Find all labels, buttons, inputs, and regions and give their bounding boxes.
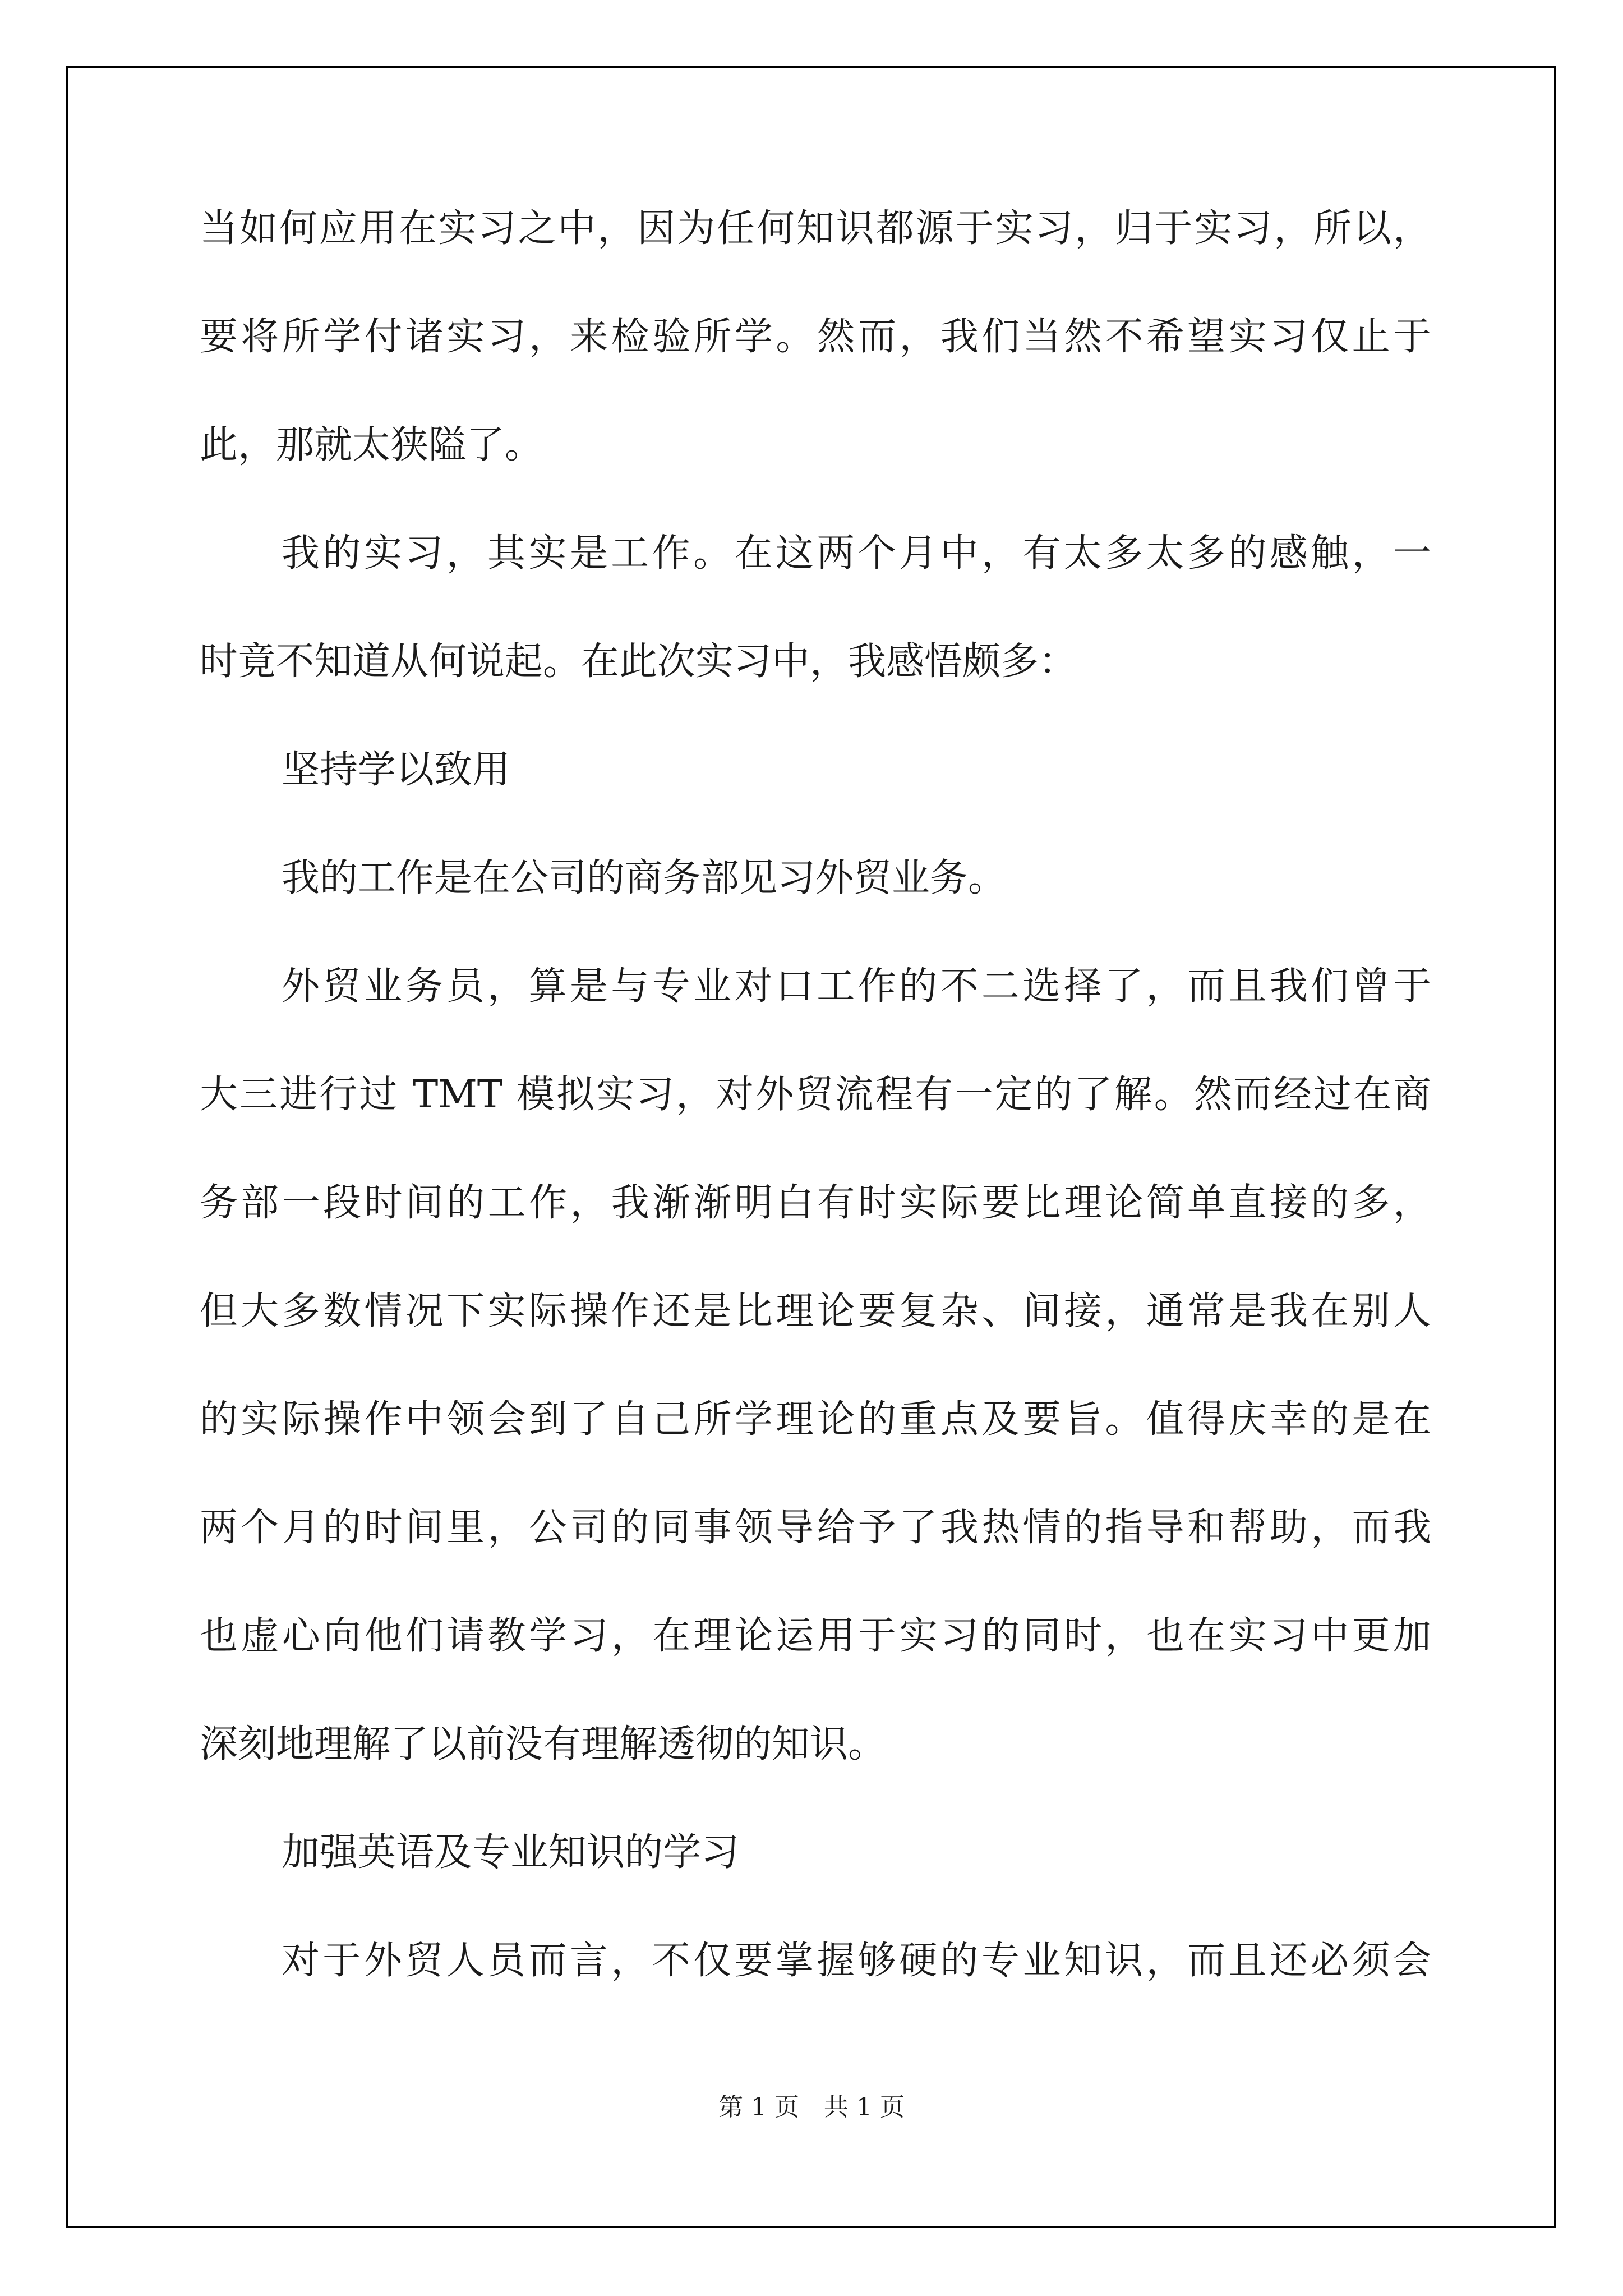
body-line-11: 但大多数情况下实际操作还是比理论要复杂、间接，通常是我在别人 bbox=[200, 1289, 1431, 1333]
section-heading-apply-learning: 坚持学以致用 bbox=[282, 748, 511, 792]
body-line-12: 的实际操作中领会到了自己所学理论的重点及要旨。值得庆幸的是在 bbox=[200, 1397, 1431, 1442]
body-line-8: 外贸业务员，算是与专业对口工作的不二选择了，而且我们曾于 bbox=[282, 964, 1431, 1009]
page-footer: 第 1 页 共 1 页 bbox=[718, 2093, 905, 2122]
body-line-4: 我的实习，其实是工作。在这两个月中，有太多太多的感触，一 bbox=[282, 531, 1431, 576]
body-line-17: 对于外贸人员而言，不仅要掌握够硬的专业知识，而且还必须会 bbox=[282, 1939, 1431, 1983]
body-line-2: 要将所学付诸实习，来检验所学。然而，我们当然不希望实习仅止于 bbox=[200, 315, 1431, 359]
body-line-14: 也虚心向他们请教学习，在理论运用于实习的同时，也在实习中更加 bbox=[200, 1614, 1431, 1658]
body-line-3: 此，那就太狭隘了。 bbox=[200, 423, 543, 467]
section-heading-english-study: 加强英语及专业知识的学习 bbox=[282, 1830, 740, 1875]
body-line-5: 时竟不知道从何说起。在此次实习中，我感悟颇多： bbox=[200, 639, 1077, 684]
body-line-1: 当如何应用在实习之中，因为任何知识都源于实习，归于实习，所以， bbox=[200, 206, 1431, 251]
body-line-9: 大三进行过 TMT 模拟实习，对外贸流程有一定的了解。然而经过在商 bbox=[200, 1073, 1431, 1117]
body-line-7: 我的工作是在公司的商务部见习外贸业务。 bbox=[282, 856, 1007, 900]
body-line-10: 务部一段时间的工作，我渐渐明白有时实际要比理论简单直接的多， bbox=[200, 1181, 1431, 1225]
body-line-15: 深刻地理解了以前没有理解透彻的知识。 bbox=[200, 1722, 887, 1766]
page-border bbox=[66, 66, 1556, 2228]
body-line-13: 两个月的时间里，公司的同事领导给予了我热情的指导和帮助，而我 bbox=[200, 1506, 1431, 1550]
